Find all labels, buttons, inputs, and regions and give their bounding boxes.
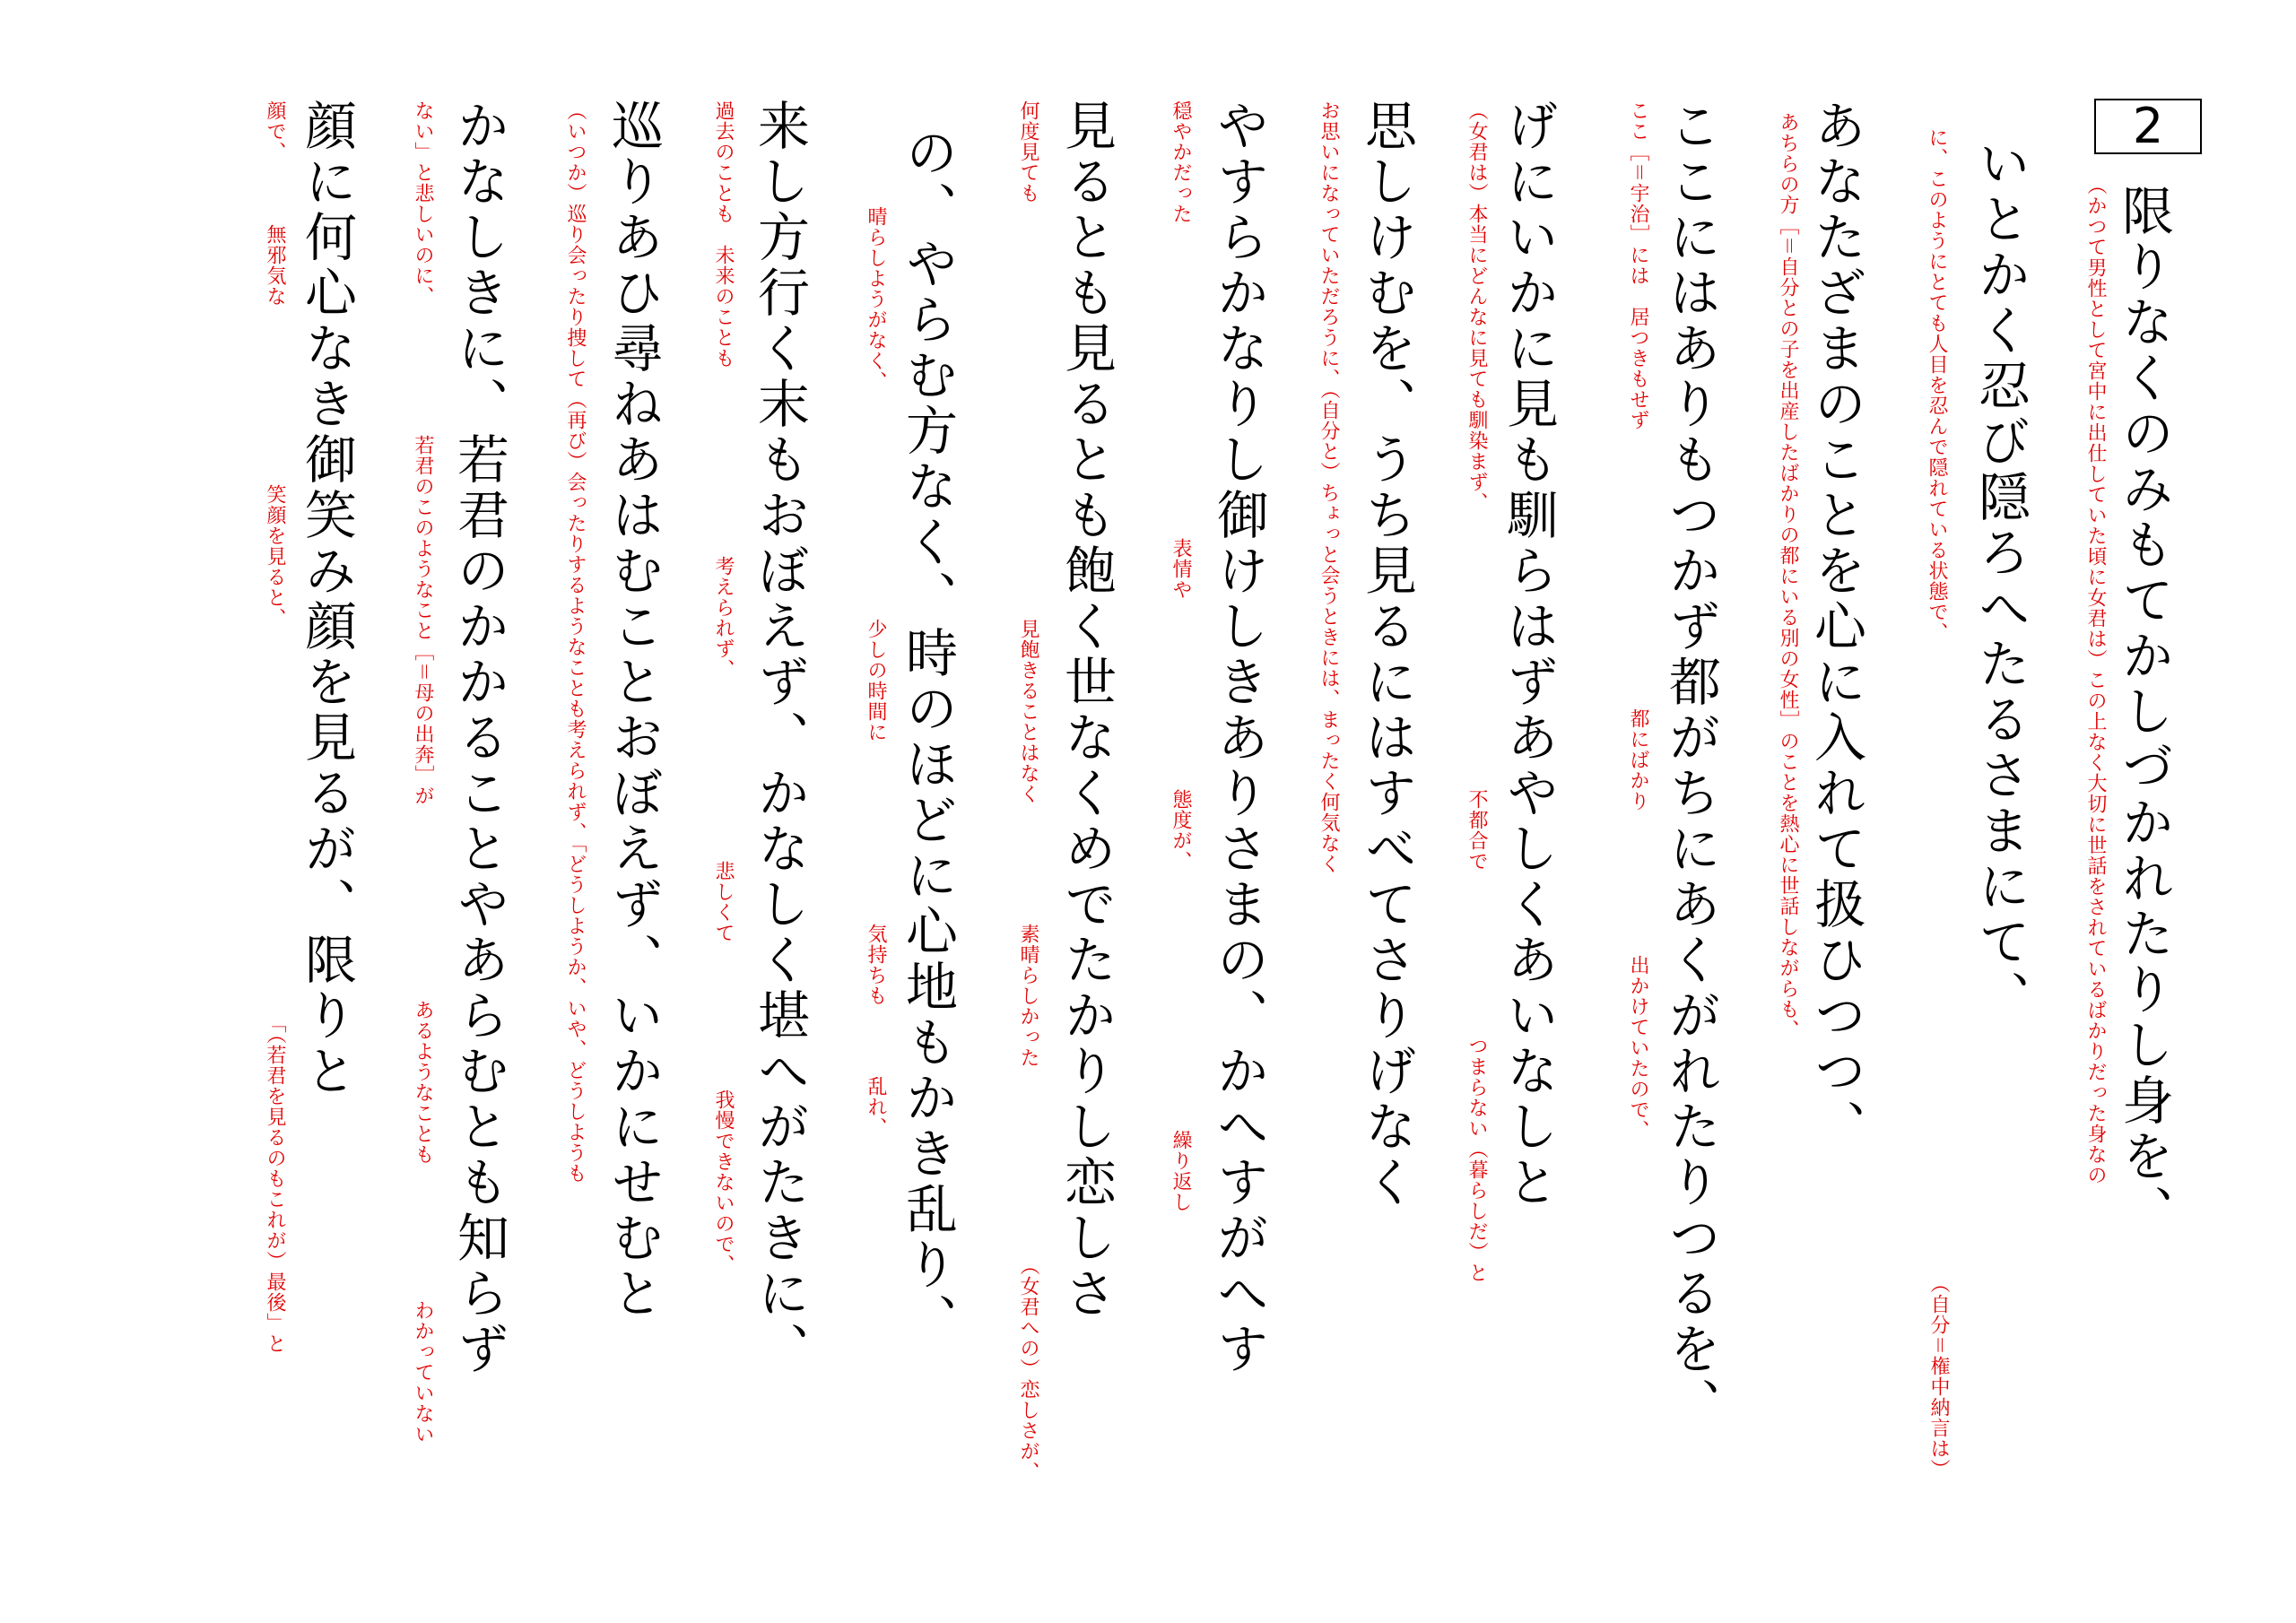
gloss-line-5b: 不都合で [1465, 789, 1488, 872]
main-line-10: 来し方行く末もおぼえず、かなしく堪へがたきに、 [749, 99, 810, 1377]
gloss-line-10b: 考えられず、 [712, 556, 735, 680]
main-line-4: ここにはありもつかず都がちにあくがれたりつるを、 [1660, 99, 1721, 1433]
gloss-line-4b: 都にばかり [1627, 708, 1649, 812]
gloss-line-10c: 悲しくて [712, 861, 735, 943]
gloss-line-8c: 素晴らしかった [1017, 924, 1039, 1068]
gloss-line-10: 過去のことも 未来のことも [712, 100, 735, 369]
gloss-line-11: （いつか）巡り会ったり捜して（再び）会ったりするようなことも考えられず、「どうしようか、いや、どうしようも [564, 100, 587, 1184]
main-line-5: げにいかに見も馴らはずあやしくあいなしと [1498, 99, 1559, 1211]
main-line-12: かなしきに、若君のかかることやあらむとも知らず [448, 99, 509, 1377]
gloss-line-7b: 表情や [1170, 538, 1192, 600]
main-line-13: 顔に何心なき御笑み顔を見るが、限りと [296, 99, 357, 1099]
gloss-line-5c: つまらない（暮らしだ）と [1465, 1036, 1488, 1283]
gloss-line-8: 何度見ても [1017, 100, 1039, 204]
gloss-line-13d: 「（若君を見るのもこれが）最後」と [264, 1013, 286, 1354]
gloss-line-13: 顔で、 [264, 100, 286, 162]
gloss-line-4c: 出かけていたので、 [1627, 955, 1649, 1141]
gloss-line-6: お思いになっていただろうに、（自分と）ちょっと会うときには、まったく何気なく [1318, 100, 1340, 874]
gloss-line-8b: 見飽きることはなく [1017, 619, 1039, 804]
section-number: 2 [2132, 98, 2164, 154]
main-line-8: 見るとも見るとも飽く世なくめでたかりし恋しさ [1056, 99, 1117, 1322]
gloss-line-12d: わかっていない [412, 1300, 434, 1445]
gloss-line-12c: あるようなことも [412, 1000, 434, 1165]
gloss-line-13c: 笑顔を見ると、 [264, 484, 286, 629]
main-line-11: 巡りあひ尋ねあはむことおぼえず、いかにせむと [603, 99, 664, 1322]
gloss-line-7c: 態度が、 [1170, 789, 1192, 872]
gloss-line-9c: 気持ちも [865, 924, 887, 1006]
gloss-line-9: 晴らしようがなく、 [865, 206, 887, 392]
gloss-line-13b: 無邪気な [264, 224, 286, 307]
gloss-line-4: ここ［＝宇治］には 居つきもせず [1627, 100, 1649, 431]
gloss-line-1: （かつて男性として宮中に出仕していた頃に女君は）この上なく大切に世話をされているばかりだった身なの [2084, 175, 2107, 1185]
gloss-line-3: あちらの方［＝自分との子を出産したばかりの都にいる別の女性］のことを熱心に世話しながらも、 [1777, 112, 1799, 1040]
gloss-line-9b: 少しの時間に [865, 619, 887, 742]
gloss-line-8d: （女君への）恋しさが、 [1017, 1255, 1039, 1482]
gloss-line-7d: 繰り返し [1170, 1130, 1192, 1212]
gloss-line-5: （女君は）本当にどんなに見ても馴染まず、 [1465, 100, 1488, 513]
gloss-line-12: ない」と悲しいのに、 [412, 100, 434, 307]
main-line-2: いとかく忍び隠ろへたるさまにて、 [1970, 136, 2031, 1026]
gloss-line-9d: 乱れ、 [865, 1076, 887, 1138]
gloss-line-2: に、このようにとても人目を忍んで隠れている状態で、 [1926, 127, 1948, 643]
main-line-6: 思しけむを、うち見るにはすべてさりげなく [1356, 99, 1417, 1211]
main-line-3: あなたざまのことを心に入れて扱ひつつ、 [1805, 99, 1866, 1155]
main-line-7: やすらかなりし御けしきありさまの、かへすがへす [1208, 99, 1269, 1377]
main-line-9: の、やらむ方なく、時のほどに心地もかき乱り、 [897, 126, 958, 1349]
section-number-box [2094, 99, 2202, 154]
gloss-line-1b: （自分＝権中納言は） [1927, 1273, 1950, 1480]
gloss-line-7: 穏やかだった [1170, 100, 1192, 224]
gloss-line-12b: 若君のこのようなこと［＝母の出奔］が [412, 435, 434, 807]
gloss-line-10d: 我慢できないので、 [712, 1089, 735, 1275]
main-line-1: 限りなくのみもてかしづかれたりし身を、 [2113, 184, 2174, 1240]
